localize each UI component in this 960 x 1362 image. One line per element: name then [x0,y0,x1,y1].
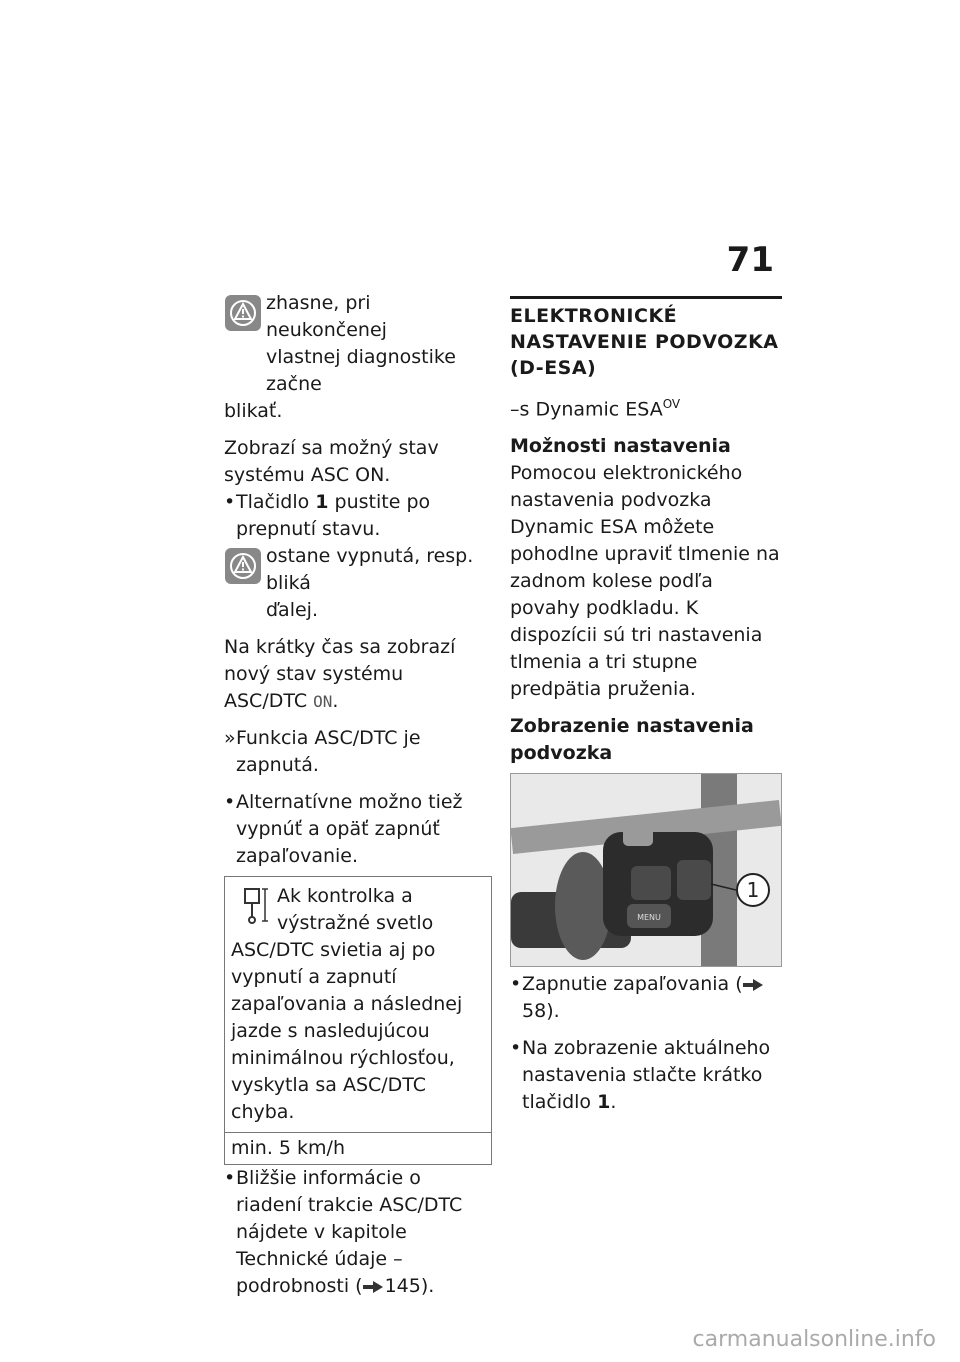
bullet-item: • Na zobrazenie aktuálneho nastavenia stlačte krátko tlačidlo 1. [510,1037,771,1114]
caution-tool-icon [237,885,271,925]
warning-light-icon [224,547,262,585]
note-body: Ak kontrolka a výstražné svetlo ASC/DTC svietia aj po vypnutí a zapnutí zapaľovania a následnej jazde s nasledujúcou minimálnou rýchlosťou, vyskytla sa ASC/DTC chyba. [231,885,463,1123]
paragraph-line: blikať. [224,400,283,422]
button-ref: 1 [315,491,329,513]
section-heading: ELEKTRONICKÉ NASTAVENIE PODVOZKA (D-ESA) [510,296,782,381]
result-mark: » [224,727,236,749]
column-left [224,290,492,1300]
watermark: carmanualsonline.info [692,1327,936,1352]
result-item: » Funkcia ASC/DTC je zapnutá. [224,727,421,776]
column-right [510,296,782,1116]
warning-paragraph [224,290,492,398]
paragraph: Zobrazí sa možný stav systému ASC ON. [224,437,439,486]
paragraph-line: zhasne, pri neukončenej [266,292,387,341]
paragraph: Pomocou elektronického nastavenia podvozka Dynamic ESA môžete pohodlne upraviť tlmenie na zadnom kolese podľa povahy podkladu. K dispozícii sú tri nastavenia tlmenia a tri stupne predpätia pruženia. [510,462,780,701]
page-reference[interactable]: 58 [522,1000,547,1023]
callout-label: 1 [746,878,760,903]
paragraph-line: ďalej. [266,599,318,621]
note-box [224,876,492,1165]
subheading: Možnosti nastavenia [510,435,731,458]
bullet-dot: • [510,1037,522,1060]
status-display-text: ON [313,692,333,711]
equipment-line: –s Dynamic $ESA^{OV}$ [510,397,681,421]
page-reference[interactable]: 145 [384,1275,421,1297]
handlebar-illustration [511,774,781,966]
warning-paragraph [224,543,492,624]
bullet-item: • Alternatívne možno tiež vypnúť a opäť zapnúť zapaľovanie. [224,791,463,867]
handlebar-switch-photo [510,773,782,967]
bullet-dot: • [224,491,236,513]
page-reference-arrow-icon [363,1280,385,1294]
paragraph-line: ostane vypnutá, resp. bliká [266,545,474,594]
button-ref: 1 [597,1091,611,1114]
note-min-speed: min. 5 km/h [225,1132,491,1164]
svg-text:MENU: MENU [637,913,661,923]
warning-light-icon [224,294,262,332]
bullet-dot: • [224,1167,236,1189]
bullet-dot: • [224,791,236,813]
paragraph-line: vlastnej diagnostike začne [266,346,456,395]
bullet-dot: • [510,973,522,996]
bullet-item: • Zapnutie zapaľovania (58). [510,971,782,1025]
bullet-item: • Tlačidlo 1 pustite po prepnutí stavu. [224,491,431,540]
paragraph: Na krátky čas sa zobrazí nový stav systému ASC/DTC ON. [224,636,456,712]
page-number: 71 [726,240,774,280]
bullet-item: • Bližšie informácie o riadení trakcie ASC/DTC nájdete v kapitole Technické údaje – podrobnosti ( 145). [224,1167,463,1297]
subheading: Zobrazenie nastavenia podvozka [510,715,754,765]
page-reference-arrow-icon [743,978,765,992]
